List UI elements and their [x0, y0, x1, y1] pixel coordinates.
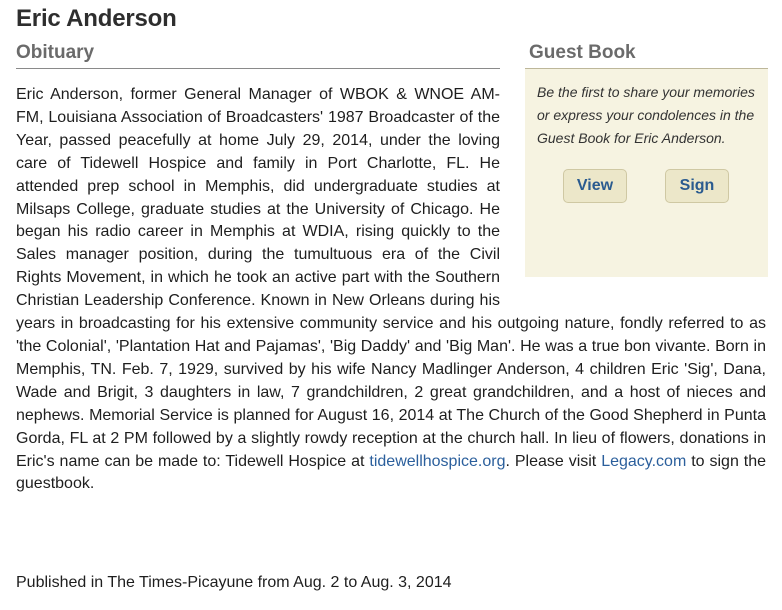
obituary-text-part2: . Please visit	[505, 452, 597, 470]
person-name: Eric Anderson	[16, 5, 177, 32]
obituary-heading: Obituary	[16, 42, 500, 69]
guestbook-heading: Guest Book	[525, 42, 768, 69]
guestbook-spacer	[500, 84, 766, 302]
tidewell-hospice-link[interactable]: tidewellhospice.org	[369, 452, 506, 470]
obituary-text	[16, 84, 766, 496]
published-line: Published in The Times-Picayune from Aug. 2 to Aug. 3, 2014	[16, 574, 452, 591]
obituary-text-part3: to sign the guestbook.	[16, 452, 767, 493]
view-guestbook-button[interactable]: View	[563, 169, 627, 203]
legacy-link[interactable]: Legacy.com	[601, 452, 687, 470]
guestbook-prompt: Be the first to share your memories or express your condolences in the Guest Book for Eric Anderson.	[537, 84, 755, 146]
sign-guestbook-button[interactable]: Sign	[665, 169, 729, 203]
obituary-text-part1: Eric Anderson, former General Manager of WBOK & WNOE AM-FM, Louisiana Association of Broadcasters' 1987 Broadcaster of the Year, passed peacefully at home July 29, 2014, under the loving care of Tidewell Hospice and family in Port Charlotte, FL. He attended prep school in Memphis, did undergraduate studies at Milsaps College, graduate studies at the University of Chicago. He began his radio career in Memphis at WDIA, rising quickly to the Sales manager position, during the tumultuous era of the Civil Rights Movement, in which he took an active part with the Southern Christian Leadership Conference. Known in New Orleans during his years in broadcasting for his extensive community service and his outgoing nature, fondly referred to as 'the Colonial', 'Plantation Hat and Pajamas', 'Big Daddy' and 'Big Man'. He was a true bon vivante. Born in Memphis, TN. Feb. 7, 1929, survived by his wife Nancy Madlinger Anderson, 4 children Eric 'Sig', Dana, Wade and Brigit, 3 daughters in law, 7 grandchildren, 2 great grandchildren, and a host of nieces and nephews. Memorial Service is planned for August 16, 2014 at The Church of the Good Shepherd in Punta Gorda, FL at 2 PM followed by a slightly rowdy reception at the church hall. In lieu of flowers, donations in Eric's name can be made to: Tidewell Hospice at	[16, 86, 766, 470]
